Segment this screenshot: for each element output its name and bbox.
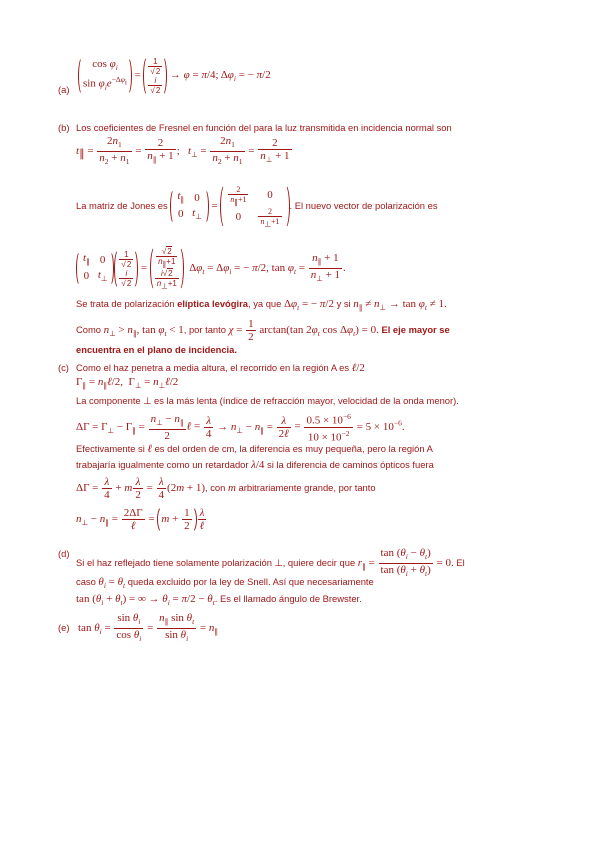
text-b-trata: Se trata de polarización elíptica levógira, ya que $\Delta\varphi_t$ = − π/2 y si $n_\parallel \ne n_\perp \to \tan \varphi_t \ne 1$. [76, 298, 447, 313]
eq-c-final: $n_\perp - n_\parallel$ = 2ΔΓ ℓ = m + $\frac{1}{2}$ λ ℓ [76, 507, 205, 532]
text-c-intro: Como el haz penetra a media altura, el recorrido en la región A es ℓ/2 [76, 362, 365, 374]
text-c-trab: trabajaría igualmente como un retardador λ/4 si la diferencia de caminos ópticos fuera [76, 459, 434, 471]
text-b-newpol: . El nuevo vector de polarización es [289, 200, 438, 212]
text-c-efect: Efectivamente si ℓ es del orden de cm, la diferencia es muy pequeña, pero la región A [76, 443, 433, 455]
eq-b-newvector: $t_\parallel$ 0 0 $t_\perp$ $\frac{1}{√2}$ $\frac{i}{√2}$ = $\frac{√2}{n_\parallel+1}$ $\frac{i√2}{n_\perp+1}$ $\Delta\varphi_t = \Delta\varphi_i$ = − π/2, $\tan \varphi_t$ = $\frac{n_\parallel + 1}{n_\perp + 1}$ . [76, 246, 346, 291]
text-d-intro: Si el haz reflejado tiene solamente polarización ⊥, quiere decir que $r_\parallel$ = $\frac{\tan (\theta_i - \theta_t)}{\tan (\theta_i + \theta_t)}$ = 0. El [76, 547, 465, 579]
text-b-eliptica: elíptica levógira [177, 298, 248, 309]
text-b-intro: Los coeficientes de Fresnel en función del para la luz transmitida en incidencia normal son [76, 122, 452, 133]
text-b-como: Como $n_\perp > n_\parallel$, $\tan \varphi_t < 1$, por tanto χ = $\frac{1}{2}$ arctan(tan $2\varphi_t$ $\cos \Delta\varphi_t) = 0$. El eje mayor se [76, 318, 450, 343]
eq-b-fresnel: $t_\parallel$ = $\frac{2n_1}{n_2 + n_1}$ = $\frac{2}{n_\parallel + 1}$ ; $t_\perp$ = $\frac{2n_1}{n_2 + n_1}$ = $\frac{2}{n_\perp + 1}$ [76, 135, 290, 167]
text-d-brewster: $\tan (\theta_i + \theta_t)$ = ∞ → $\theta_i = \pi/2 - \theta_t$. Es el llamado ángulo de Brewster. [76, 593, 362, 608]
eq-c-retard: ΔΓ = $\frac{\lambda}{4}$ + m $\frac{\lambda}{2}$ = $\frac{\lambda}{4}$ (2m + 1), con m arbitrariamente grande, por tanto [76, 476, 376, 501]
text-d-caso: caso $\theta_i = \theta_t$ queda excluido por la ley de Snell. Así que necesariamente [76, 576, 374, 591]
eq-c-gamma: $\Gamma_\parallel$ = $n_\parallel\ell/2$, $\Gamma_\perp$ = $n_\perp\ell/2$ [76, 376, 179, 391]
eq-b-jones-matrix: La matriz de Jones es $t_\parallel$ 0 0 $t_\perp$ = $\frac{2}{n_\parallel+1}$ 0 0 $\frac{2}{n_\perp+1}$ . El nuevo vector de polarización es [76, 185, 438, 229]
eq-e-brewster: $\tan \theta_i$ = $\frac{\sin \theta_i}{\cos \theta_i}$ = $\frac{n_\parallel \sin \theta_t}{\sin \theta_i}$ = $n_\parallel$ [78, 612, 219, 644]
text-c-comp: La componente ⊥ es la más lenta (índice de refracción mayor, velocidad de la onda menor). [76, 395, 459, 406]
label-e: (e) [58, 622, 70, 633]
text-b-ejemayor2: encuentra en el plano de incidencia. [76, 344, 237, 355]
label-b: (b) [58, 122, 70, 133]
eq-c-deltagamma: $\Delta\Gamma = \Gamma_\perp - \Gamma_\parallel$ = $\frac{n_\perp - n_\parallel}{2}$ ℓ = $\frac{\lambda}{4}$ → $n_\perp - n_\parallel$ = λ 2ℓ = $\frac{0.5 \times 10^{-6}}{10 \times 10^{-2}}$ = $5 \times 10^{-6}$. [76, 412, 405, 444]
label-d: (d) [58, 548, 70, 559]
text-b-jones: La matriz de Jones es [76, 200, 168, 212]
label-c: (c) [58, 362, 69, 373]
eq-a-jones: $\cos \varphi_i$ $\sin \varphi_ie^{-\Delta\varphi_i}$ = $\frac{1}{√2}$ $\frac{i}{√2}$ → φ = π/4; $\Delta\varphi_i$ = − π/2 [78, 56, 271, 96]
text-b-ejemayor1: El eje mayor se [381, 323, 450, 335]
label-a: (a) [58, 84, 70, 95]
